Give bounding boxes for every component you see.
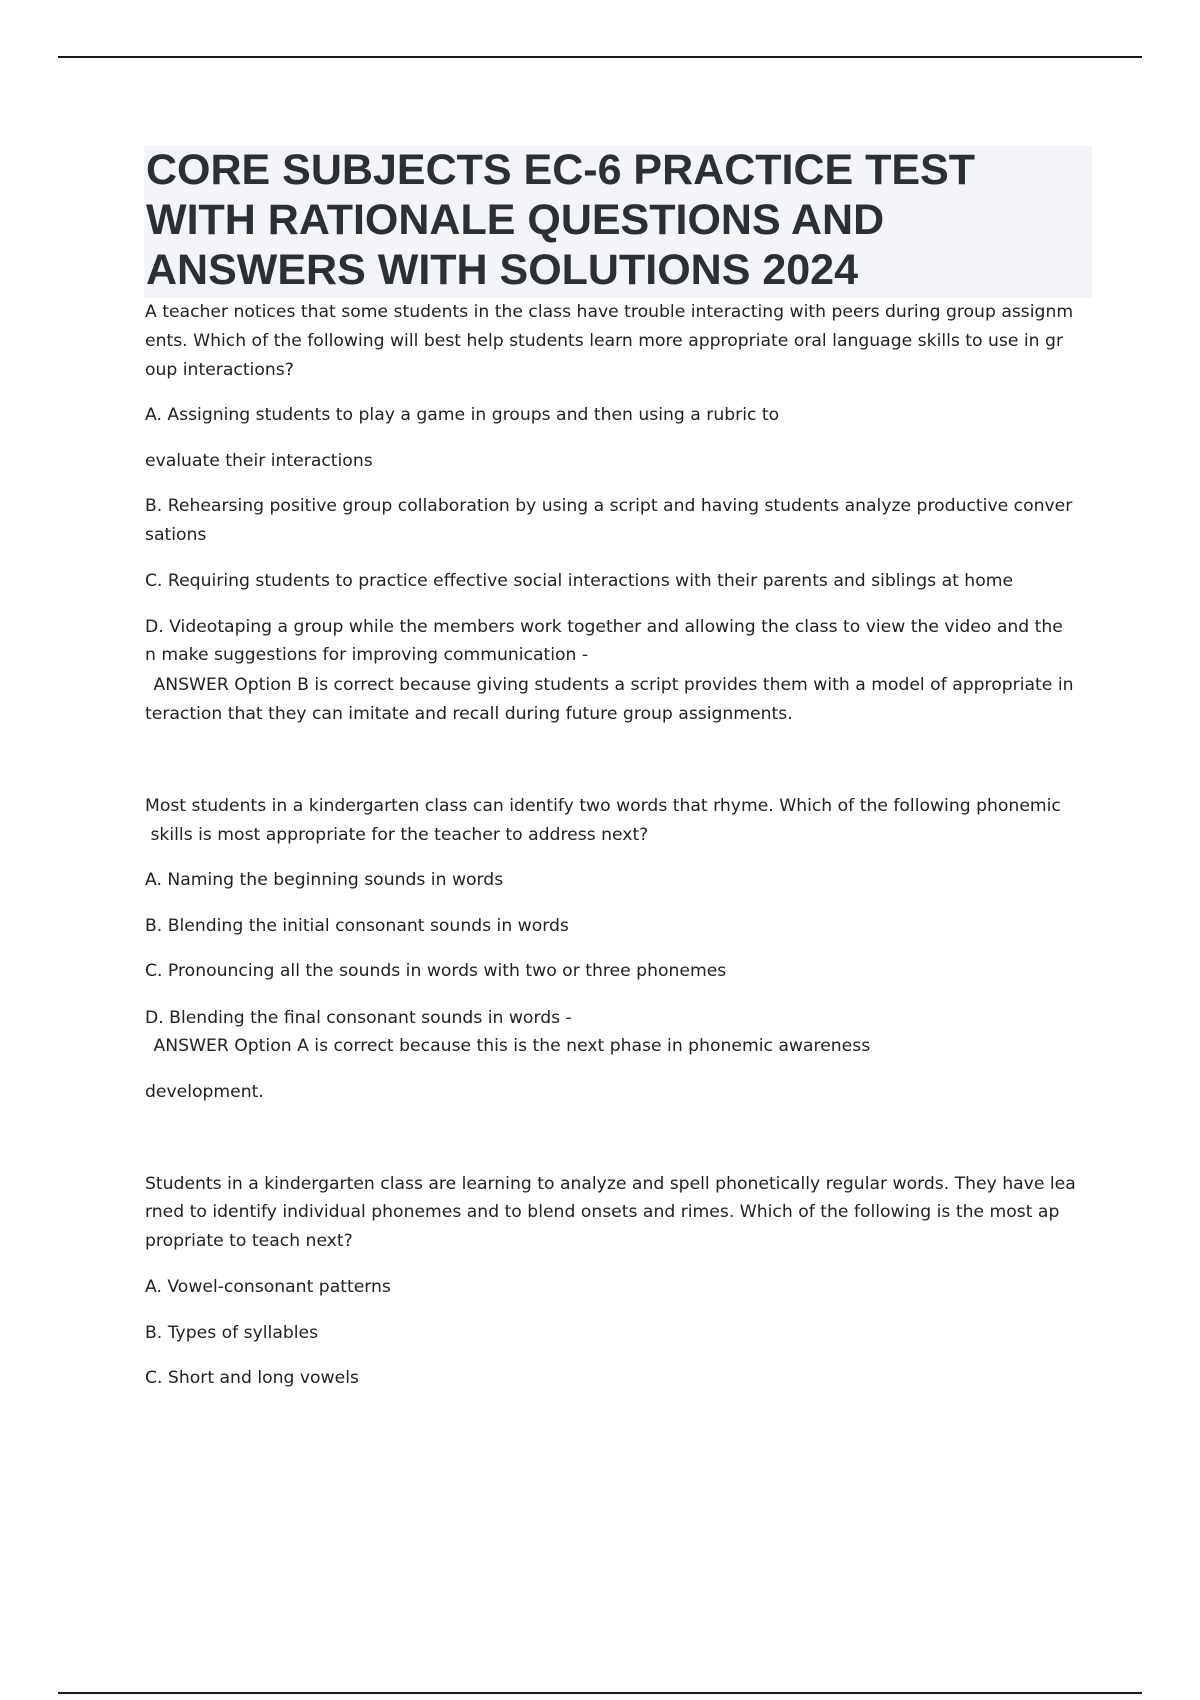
q1-stem-line-2: ents. Which of the following will best help students learn more appropriate oral language skills to use in gr [145,331,1064,351]
q1-option-d-line-2: n make suggestions for improving communication - [145,645,589,665]
q3-option-c: C. Short and long vowels [145,1368,359,1388]
q2-option-b: B. Blending the initial consonant sounds in words [145,916,569,936]
q3-option-b: B. Types of syllables [145,1323,319,1343]
q1-option-a-line-1: A. Assigning students to play a game in groups and then using a rubric to [145,405,780,425]
q1-option-a-line-2: evaluate their interactions [145,451,373,471]
q2-answer-line-2: development. [145,1082,264,1102]
q1-option-b-line-1: B. Rehearsing positive group collaboration by using a script and having students analyze productive conver [145,496,1073,516]
q1-answer-line-1: ANSWER Option B is correct because giving students a script provides them with a model of appropriate in [148,675,1074,695]
q2-answer-line-1: ANSWER Option A is correct because this is the next phase in phonemic awareness [148,1036,871,1056]
bottom-rule [58,1692,1142,1694]
document-title-line-2: WITH RATIONALE QUESTIONS AND [146,196,885,244]
document-title-line-1: CORE SUBJECTS EC-6 PRACTICE TEST [146,146,976,194]
q2-stem-line-1: Most students in a kindergarten class can identify two words that rhyme. Which of the following phonemic [145,796,1061,816]
q2-stem-line-2: skills is most appropriate for the teacher to address next? [145,825,649,845]
q1-option-c: C. Requiring students to practice effective social interactions with their parents and siblings at home [145,571,1014,591]
q1-option-b-line-2: sations [145,525,207,545]
q3-stem-line-2: rned to identify individual phonemes and to blend onsets and rimes. Which of the following is the most ap [145,1202,1060,1222]
q3-stem-line-3: propriate to teach next? [145,1231,353,1251]
q2-option-d: D. Blending the final consonant sounds in words - [145,1008,572,1028]
q1-stem-line-1: A teacher notices that some students in the class have trouble interacting with peers during group assignm [145,302,1074,322]
q3-option-a: A. Vowel-consonant patterns [145,1277,391,1297]
q2-option-c: C. Pronouncing all the sounds in words with two or three phonemes [145,961,727,981]
q1-option-d-line-1: D. Videotaping a group while the members work together and allowing the class to view the video and the [145,617,1063,637]
q2-option-a: A. Naming the beginning sounds in words [145,870,504,890]
document-title-line-3: ANSWERS WITH SOLUTIONS 2024 [146,246,858,294]
top-rule [58,56,1142,58]
q1-stem-line-3: oup interactions? [145,360,294,380]
q1-answer-line-2: teraction that they can imitate and recall during future group assignments. [145,704,793,724]
q3-stem-line-1: Students in a kindergarten class are learning to analyze and spell phonetically regular words. They have lea [145,1174,1076,1194]
